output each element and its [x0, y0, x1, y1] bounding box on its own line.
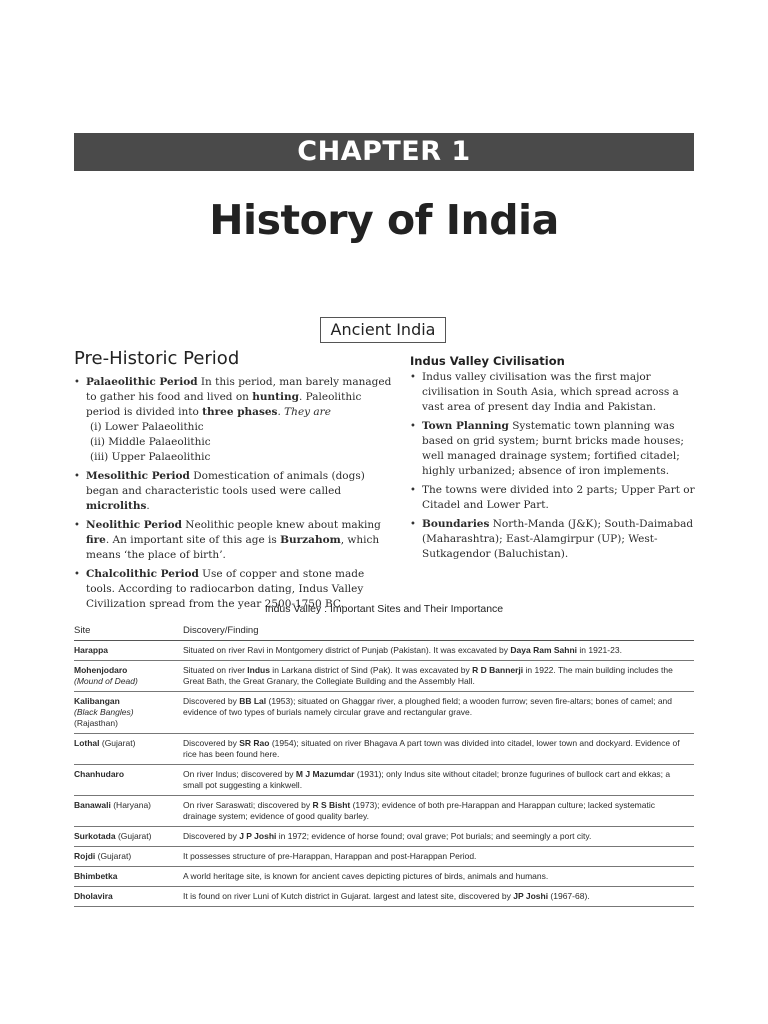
column-header-site: Site: [74, 620, 183, 641]
indus-column: [410, 354, 700, 566]
table-row: [74, 765, 694, 796]
finding-emphasis: J P Joshi: [239, 831, 277, 841]
prehistoric-heading: Pre-Historic Period: [74, 348, 240, 369]
list-item-boundaries: [410, 517, 700, 562]
finding-text: Situated on river: [183, 665, 248, 675]
site-region: (Rajasthan): [74, 718, 118, 728]
finding-text: On river Indus; discovered by: [183, 769, 296, 779]
finding-cell: [183, 765, 694, 796]
site-cell: [74, 847, 183, 867]
finding-text: It is found on river Luni of Kutch district in Gujarat. largest and latest site, discovered by: [183, 891, 514, 901]
finding-cell: [183, 692, 694, 734]
finding-emphasis: BB Lal: [239, 696, 267, 706]
indus-heading: Indus Valley Civilisation: [410, 354, 565, 368]
site-name: Mohenjodaro: [74, 665, 128, 675]
table-header-row: [74, 620, 694, 641]
site-name: Lothal: [74, 738, 100, 748]
sites-table: [74, 620, 694, 907]
finding-cell: [183, 641, 694, 661]
finding-text: Discovered by: [183, 831, 240, 841]
finding-text: Discovered by: [183, 738, 240, 748]
site-cell: [74, 827, 183, 847]
list-item-mesolithic: [74, 469, 394, 514]
site-note: (Gujarat): [95, 851, 132, 861]
finding-text: A world heritage site, is known for ancient caves depicting pictures of birds, animals and humans.: [183, 871, 549, 881]
text: Systematic town planning was based on grid system; burnt bricks made houses; well managed drainage system; fortified citadel; highly urbanized; absence of iron implements.: [422, 420, 684, 477]
chapter-banner: CHAPTER 1: [74, 133, 694, 171]
text: Indus valley civilisation was the first major civilisation in South Asia, which spread across a vast area of present day India and Pakistan.: [422, 371, 679, 413]
site-note: (Gujarat): [115, 831, 152, 841]
prehistoric-column: [74, 348, 394, 616]
site-note: (Gujarat): [99, 738, 136, 748]
finding-text: (1973); evidence of both pre-Harappan and Harappan culture; lacked systematic drainage system; evidence of good quality barley.: [183, 800, 655, 821]
finding-text: Discovered by: [183, 696, 240, 706]
table-row: [74, 692, 694, 734]
site-name: Chanhudaro: [74, 769, 125, 779]
finding-cell: [183, 887, 694, 907]
prehistoric-list: [74, 375, 394, 612]
list-item-neolithic: [74, 518, 394, 563]
indus-list: [410, 370, 700, 562]
text-bold: fire: [86, 534, 106, 546]
finding-text: On river Saraswati; discovered by: [183, 800, 313, 810]
term-boundaries: Boundaries: [422, 518, 490, 530]
table-row: [74, 847, 694, 867]
finding-cell: [183, 734, 694, 765]
finding-cell: [183, 827, 694, 847]
site-name: Surkotada: [74, 831, 116, 841]
table-caption: Indus Valley : Important Sites and Their Importance: [264, 603, 504, 615]
finding-text: (1953); situated on Ghaggar river, a ploughed field; a wooden furrow; seven fire-altars; bones of camel; and evidence of two types of burials namely circular grave and rectangular grave.: [183, 696, 673, 717]
site-cell: [74, 887, 183, 907]
finding-text: in 1921-23.: [577, 645, 622, 655]
text-bold: three phases: [202, 406, 278, 418]
table-row: [74, 827, 694, 847]
finding-text: Situated on river Ravi in Montgomery district of Punjab (Pakistan). It was excavated by: [183, 645, 511, 655]
page-title: History of India: [209, 196, 559, 244]
finding-cell: [183, 847, 694, 867]
table-row: [74, 734, 694, 765]
phase-item: (ii) Middle Palaeolithic: [90, 436, 211, 448]
site-name: Harappa: [74, 645, 109, 655]
text-bold: Burzahom: [280, 534, 341, 546]
site-cell: [74, 661, 183, 692]
finding-cell: [183, 867, 694, 887]
site-cell: [74, 692, 183, 734]
finding-emphasis: SR Rao: [239, 738, 270, 748]
term-neolithic: Neolithic Period: [86, 519, 182, 531]
text-bold: microliths: [86, 500, 147, 512]
term-mesolithic: Mesolithic Period: [86, 470, 190, 482]
finding-emphasis: Indus: [247, 665, 270, 675]
finding-emphasis: R D Bannerji: [472, 665, 524, 675]
column-header-finding: Discovery/Finding: [183, 620, 694, 641]
site-note: (Haryana): [110, 800, 152, 810]
site-note: (Mound of Dead): [74, 676, 138, 686]
site-name: Banawali: [74, 800, 111, 810]
site-name: Dholavira: [74, 891, 113, 901]
site-note: (Black Bangles): [74, 707, 134, 717]
list-item-parts: [410, 483, 700, 513]
section-label: Ancient India: [320, 317, 446, 343]
text: The towns were divided into 2 parts; Upper Part or Citadel and Lower Part.: [422, 484, 695, 511]
site-cell: [74, 641, 183, 661]
text: In this period, man barely managed to gather his food and lived on: [86, 376, 392, 403]
term-chalcolithic: Chalcolithic Period: [86, 568, 199, 580]
finding-text: in 1922. The main building includes the Great Bath, the Great Granary, the Collegiate Building and the Assembly Hall.: [183, 665, 673, 686]
finding-emphasis: R S Bisht: [312, 800, 351, 810]
text: Domestication of animals (dogs) began and characteristic tools used were called: [86, 470, 365, 497]
finding-text: (1931); only Indus site without citadel; bronze fugurines of bullock cart and ekkas; a small pot suggesting a kinkwell.: [183, 769, 671, 790]
finding-cell: [183, 796, 694, 827]
text: . Paleolithic period is divided into: [86, 391, 362, 418]
site-name: Kalibangan: [74, 696, 120, 706]
text: Neolithic people knew about making: [181, 519, 381, 531]
phase-item: (iii) Upper Palaeolithic: [90, 451, 211, 463]
site-cell: [74, 867, 183, 887]
finding-text: It possesses structure of pre-Harappan, Harappan and post-Harappan Period.: [183, 851, 477, 861]
finding-text: (1954); situated on river Bhagava A part town was divided into citadel, lower town and dockyard. Evidence of rice has been found here.: [183, 738, 680, 759]
finding-cell: [183, 661, 694, 692]
table-body: [74, 641, 694, 907]
finding-text: (1967-68).: [548, 891, 590, 901]
table-row: [74, 887, 694, 907]
list-item-town-planning: [410, 419, 700, 479]
phase-item: (i) Lower Palaeolithic: [90, 421, 204, 433]
term-palaeolithic: Palaeolithic Period: [86, 376, 198, 388]
text: Use of copper and stone made tools. According to radiocarbon dating, Indus Valley Civilization spread from the year 2500-1750 BC.: [86, 568, 365, 610]
site-cell: [74, 765, 183, 796]
list-item-palaeolithic: [74, 375, 394, 465]
text: , which means ‘the place of birth’.: [86, 534, 380, 561]
site-cell: [74, 734, 183, 765]
table-row: [74, 641, 694, 661]
text: .: [277, 406, 285, 418]
site-name: Rojdi: [74, 851, 96, 861]
list-item-intro: [410, 370, 700, 415]
text-italic: They are: [284, 406, 331, 418]
table-row: [74, 867, 694, 887]
site-name: Bhimbetka: [74, 871, 118, 881]
finding-emphasis: JP Joshi: [513, 891, 549, 901]
finding-emphasis: Daya Ram Sahni: [510, 645, 578, 655]
text-bold: hunting: [252, 391, 299, 403]
text: . An important site of this age is: [105, 534, 281, 546]
text: North-Manda (J&K); South-Daimabad (Maharashtra); East-Alamgirpur (UP); West-Sutkagendor (Baluchistan).: [422, 518, 694, 560]
table-row: [74, 796, 694, 827]
table-row: [74, 661, 694, 692]
finding-emphasis: M J Mazumdar: [295, 769, 355, 779]
finding-text: in Larkana district of Sind (Pak). It was excavated by: [269, 665, 473, 675]
term-town-planning: Town Planning: [422, 420, 509, 432]
text: .: [146, 500, 150, 512]
site-cell: [74, 796, 183, 827]
finding-text: in 1972; evidence of horse found; oval grave; Pot burials; and seemingly a port city.: [276, 831, 592, 841]
